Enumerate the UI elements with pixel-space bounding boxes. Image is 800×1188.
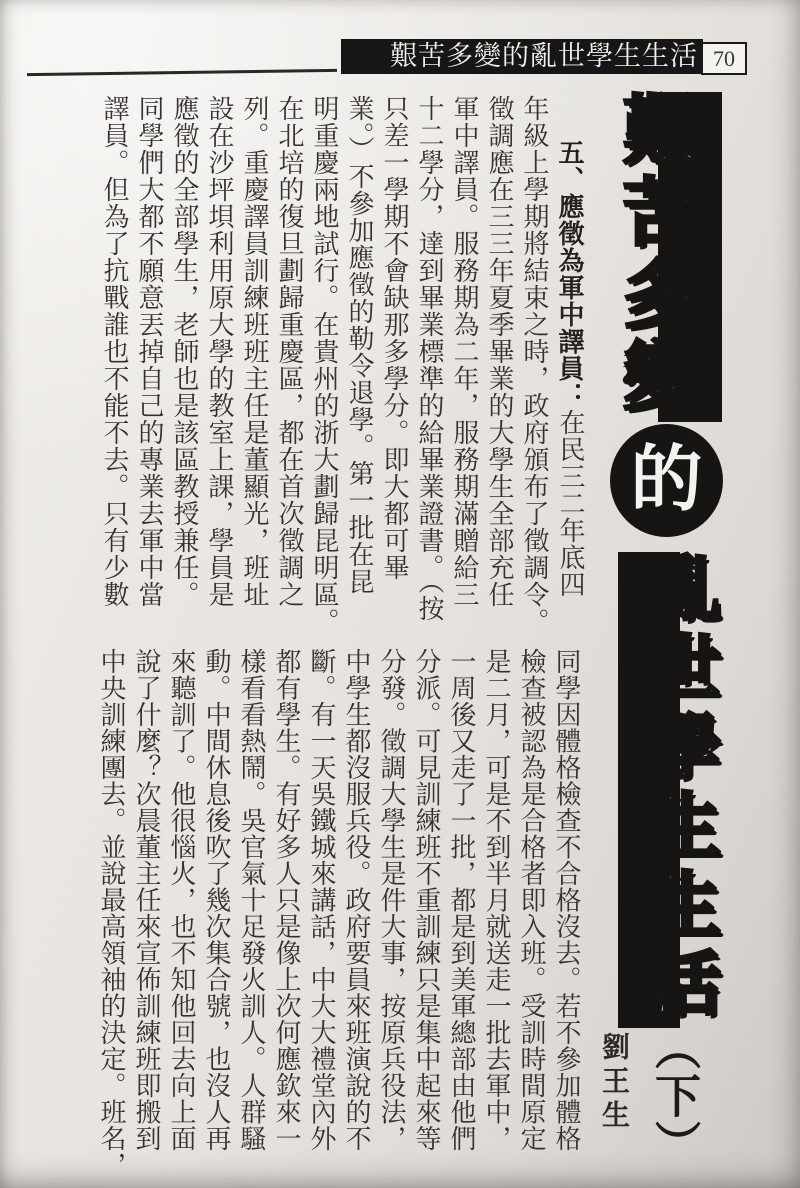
text-column: 一周後又走了一批，都是到美軍總部由他們 bbox=[447, 648, 476, 1152]
text-column: 業。）不參加應徵的勒令退學。第一批在昆 bbox=[345, 95, 374, 595]
text-column-heading bbox=[552, 95, 588, 647]
text-column: 只差一學期不會缺那多學分。即大都可畢 bbox=[380, 95, 409, 581]
text-column: 十二學分，達到畢業標準的給畢業證書。（按 bbox=[415, 95, 444, 622]
text-column: 同學們大都不願意丟掉自己的專業去軍中當 bbox=[135, 95, 164, 608]
text-column: 斷。有一天吳鐵城來講話，中大大禮堂內外 bbox=[307, 648, 336, 1152]
section-1 bbox=[96, 95, 588, 647]
title-char: 多 bbox=[623, 255, 697, 337]
text-column: 檢查被認為是合格者即入班。受訓時間原定 bbox=[517, 648, 546, 1152]
title-de-circle bbox=[610, 424, 723, 537]
text-column: 年級上學期將結束之時，政府頒布了徵調令。 bbox=[520, 95, 549, 635]
title-char: 苦 bbox=[623, 173, 697, 255]
text-column: 分派。可見訓練班不重訓練只是集中起來等 bbox=[412, 648, 441, 1152]
text-column: 在北培的復旦劃歸重慶區，都在首次徵調之 bbox=[275, 95, 304, 608]
text-column: 樣看看熱鬧。吳官氣十足發火訓人。人群騷 bbox=[237, 648, 266, 1152]
section-heading-tail: 在民三二年底四 bbox=[556, 409, 585, 598]
title-char: 活 bbox=[651, 947, 721, 1024]
author-name: 劉王生 bbox=[599, 1032, 630, 1134]
title-bottom-group bbox=[616, 552, 732, 1028]
text-column: 同學因體格檢查不合格沒去。若不參加體格 bbox=[552, 648, 581, 1152]
text-column: 徵調應在三三年夏季畢業的大學生全部充任 bbox=[485, 95, 514, 608]
title-char: 學 bbox=[651, 710, 721, 787]
text-column: 都有學生。有好多人只是像上次何應欽來一 bbox=[272, 648, 301, 1152]
text-column: 明重慶兩地試行。在貴州的浙大劃歸昆明區。 bbox=[310, 95, 339, 635]
text-column: 分發。徵調大學生是件大事，按原兵役法， bbox=[377, 648, 406, 1152]
text-column: 中學生都沒服兵役。政府要員來班演說的不 bbox=[342, 648, 371, 1152]
section-2 bbox=[92, 648, 584, 1188]
text-column: 譯員。但為了抗戰誰也不能不去。只有少數 bbox=[100, 95, 129, 608]
header-rule bbox=[27, 69, 337, 76]
text-column: 來聽訓了。他很惱火，也不知他回去向上面 bbox=[167, 648, 196, 1152]
title-char: 亂 bbox=[651, 552, 721, 629]
text-column: 動。中間休息後吹了幾次集合號，也沒人再 bbox=[202, 648, 231, 1152]
title-char: 生 bbox=[651, 789, 721, 866]
title-top-group bbox=[612, 92, 724, 422]
text-column: 說了什麼？次晨董主任來宣佈訓練班即搬到 bbox=[132, 648, 161, 1152]
title-de-char: 的 bbox=[630, 440, 703, 520]
text-column: 設在沙坪垻利用原大學的教室上課，學員是 bbox=[205, 95, 234, 608]
running-header bbox=[341, 39, 703, 74]
running-title: 艱苦多變的亂世學生生活 bbox=[390, 41, 698, 71]
section-heading: 五、應徵為軍中譯員： bbox=[555, 139, 585, 409]
title-char: 變 bbox=[623, 337, 697, 419]
text-column: 中央訓練團去。並說最高領袖的決定。班名， bbox=[97, 648, 126, 1178]
text-column: 列。重慶譯員訓練班班主任是董顯光，班址 bbox=[240, 95, 269, 608]
page-number: 70 bbox=[713, 46, 735, 71]
volume-label: （下） bbox=[649, 1024, 701, 1168]
title-char: 艱 bbox=[623, 91, 697, 173]
text-column: 應徵的全部學生，老師也是該區教授兼任。 bbox=[170, 95, 199, 608]
text-column: 軍中譯員。服務期為二年，服務期滿贈給三 bbox=[450, 95, 479, 608]
title-char: 世 bbox=[651, 631, 721, 708]
title-char: 生 bbox=[651, 868, 721, 945]
text-column: 是二月，可是不到半月就送走一批去軍中， bbox=[482, 648, 511, 1152]
page-number-box bbox=[701, 42, 747, 75]
